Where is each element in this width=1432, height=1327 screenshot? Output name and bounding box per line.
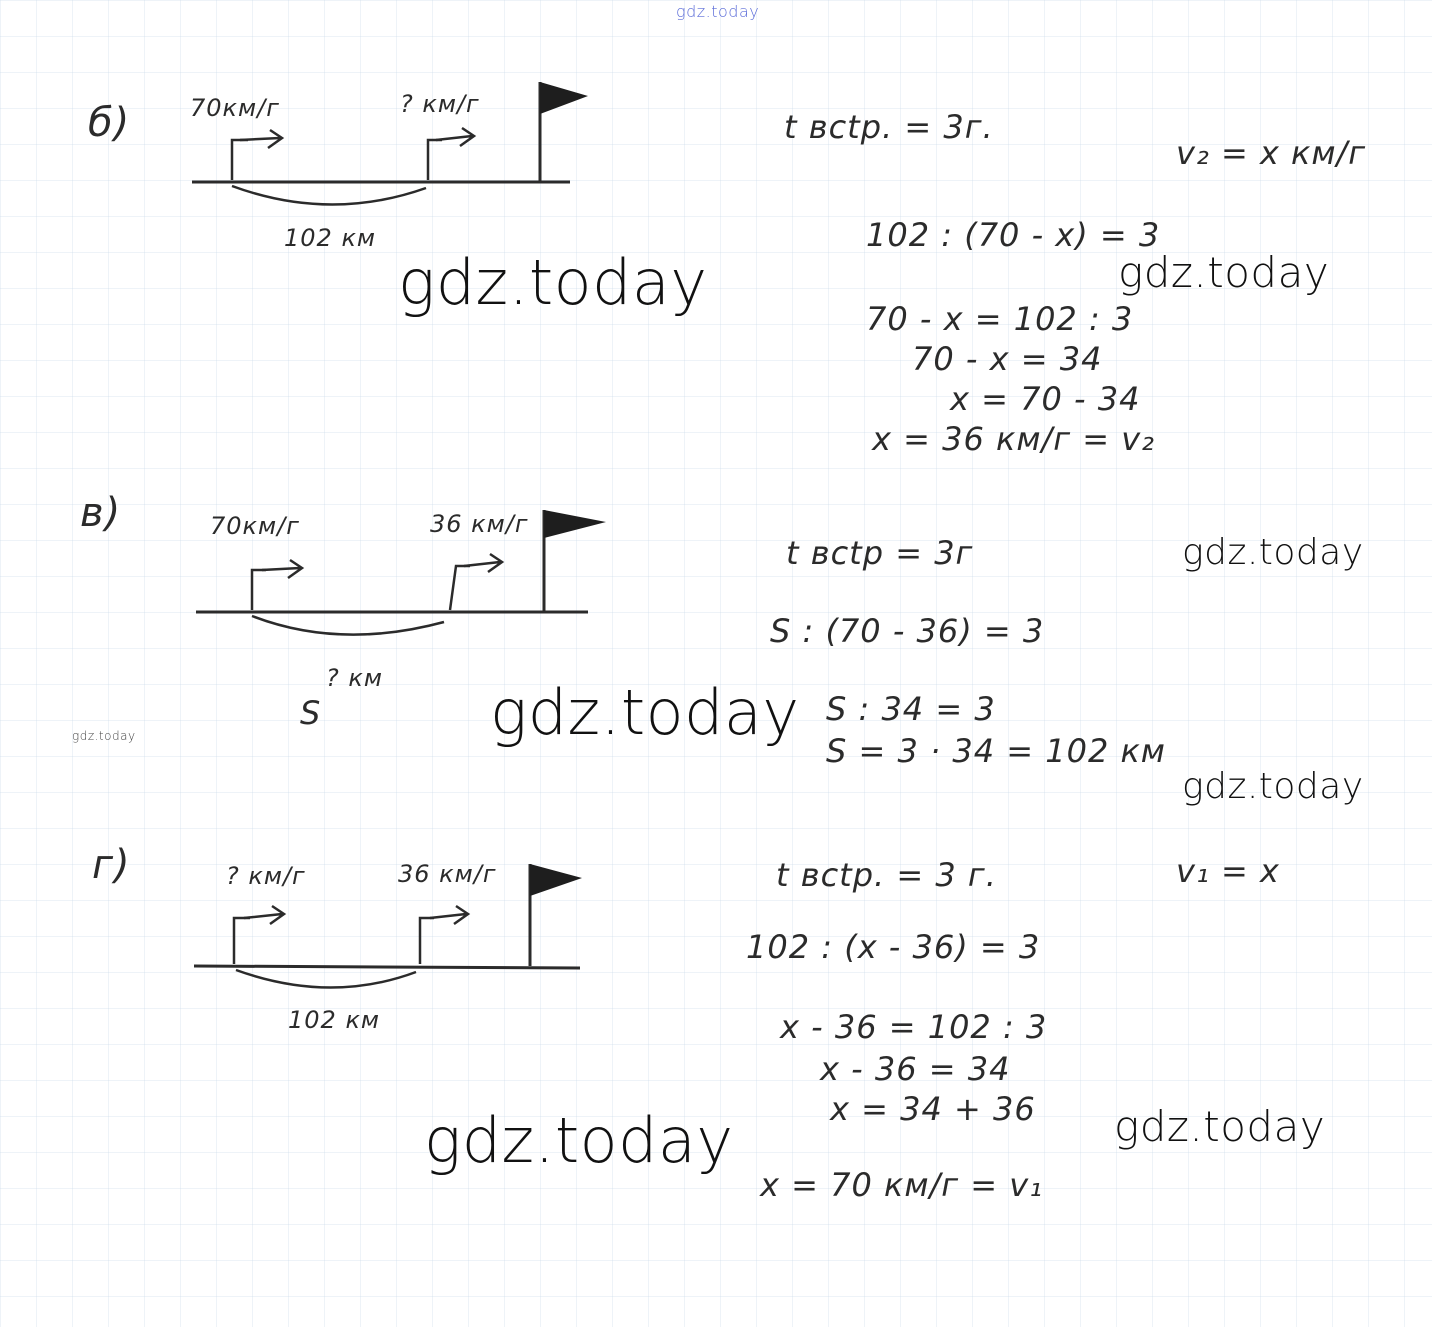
- part-b-speed1: 70км/г: [190, 94, 280, 122]
- part-d-eq-1: 102 : (x - 36) = 3: [746, 928, 1041, 966]
- part-d-eq-4: x = 34 + 36: [830, 1090, 1036, 1128]
- part-b-label: б): [88, 100, 131, 146]
- part-b-eq-4: x = 70 - 34: [950, 380, 1141, 418]
- flag-icon: [530, 864, 582, 896]
- part-b-speed2: ? км/г: [400, 90, 480, 118]
- watermark-c-big: gdz.today: [490, 676, 800, 749]
- part-c-distance: ? км: [326, 664, 383, 692]
- part-d-meeting-time: t вctр. = 3 г.: [776, 856, 997, 894]
- watermark-top: gdz.today: [676, 2, 760, 21]
- part-c-eq-1: S : (70 - 36) = 3: [770, 612, 1045, 650]
- part-b-eq-5: x = 36 км/г = v₂: [872, 420, 1155, 458]
- watermark-c-small-left: gdz.today: [72, 729, 136, 743]
- watermark-d-right: gdz.today: [1114, 1102, 1326, 1151]
- part-d-eq-3: x - 36 = 34: [820, 1050, 1011, 1088]
- part-b-eq-2: 70 - x = 102 : 3: [866, 300, 1134, 338]
- part-c-distance-symbol: S: [300, 694, 322, 732]
- watermark-c-right: gdz.today: [1182, 532, 1364, 573]
- car2-marker: [420, 918, 434, 964]
- part-b-distance: 102 км: [284, 224, 377, 252]
- part-d-speed2: 36 км/г: [398, 860, 497, 888]
- part-d-diagram: [0, 0, 640, 1060]
- arrow-icon: [244, 906, 284, 924]
- watermark-c-right-2: gdz.today: [1182, 766, 1364, 807]
- distance-arc: [236, 970, 416, 988]
- part-d-v1-definition: v₁ = x: [1176, 852, 1280, 890]
- part-d-distance: 102 км: [288, 1006, 381, 1034]
- watermark-b-right: gdz.today: [1118, 248, 1330, 297]
- part-c-speed2: 36 км/г: [430, 510, 529, 538]
- part-b-eq-3: 70 - x = 34: [912, 340, 1103, 378]
- arrow-icon: [430, 906, 468, 924]
- part-c-speed1: 70км/г: [210, 512, 300, 540]
- part-b-v2-definition: v₂ = x км/г: [1176, 134, 1367, 172]
- watermark-d-big: gdz.today: [424, 1104, 734, 1177]
- part-d-eq-2: x - 36 = 102 : 3: [780, 1008, 1048, 1046]
- part-d-speed1: ? км/г: [226, 862, 306, 890]
- part-d-label: г): [92, 842, 131, 888]
- road-line: [194, 966, 580, 968]
- car1-marker: [234, 918, 250, 964]
- part-c-eq-2: S : 34 = 3: [826, 690, 996, 728]
- watermark-b-big: gdz.today: [398, 246, 708, 319]
- part-b-eq-1: 102 : (70 - x) = 3: [866, 216, 1161, 254]
- part-c-meeting-time: t вctр = 3г: [786, 534, 974, 572]
- part-b-meeting-time: t вctр. = 3г.: [784, 108, 994, 146]
- part-c-label: в): [80, 490, 122, 536]
- part-c-eq-3: S = 3 · 34 = 102 км: [826, 732, 1166, 770]
- part-d-eq-5: x = 70 км/г = v₁: [760, 1166, 1043, 1204]
